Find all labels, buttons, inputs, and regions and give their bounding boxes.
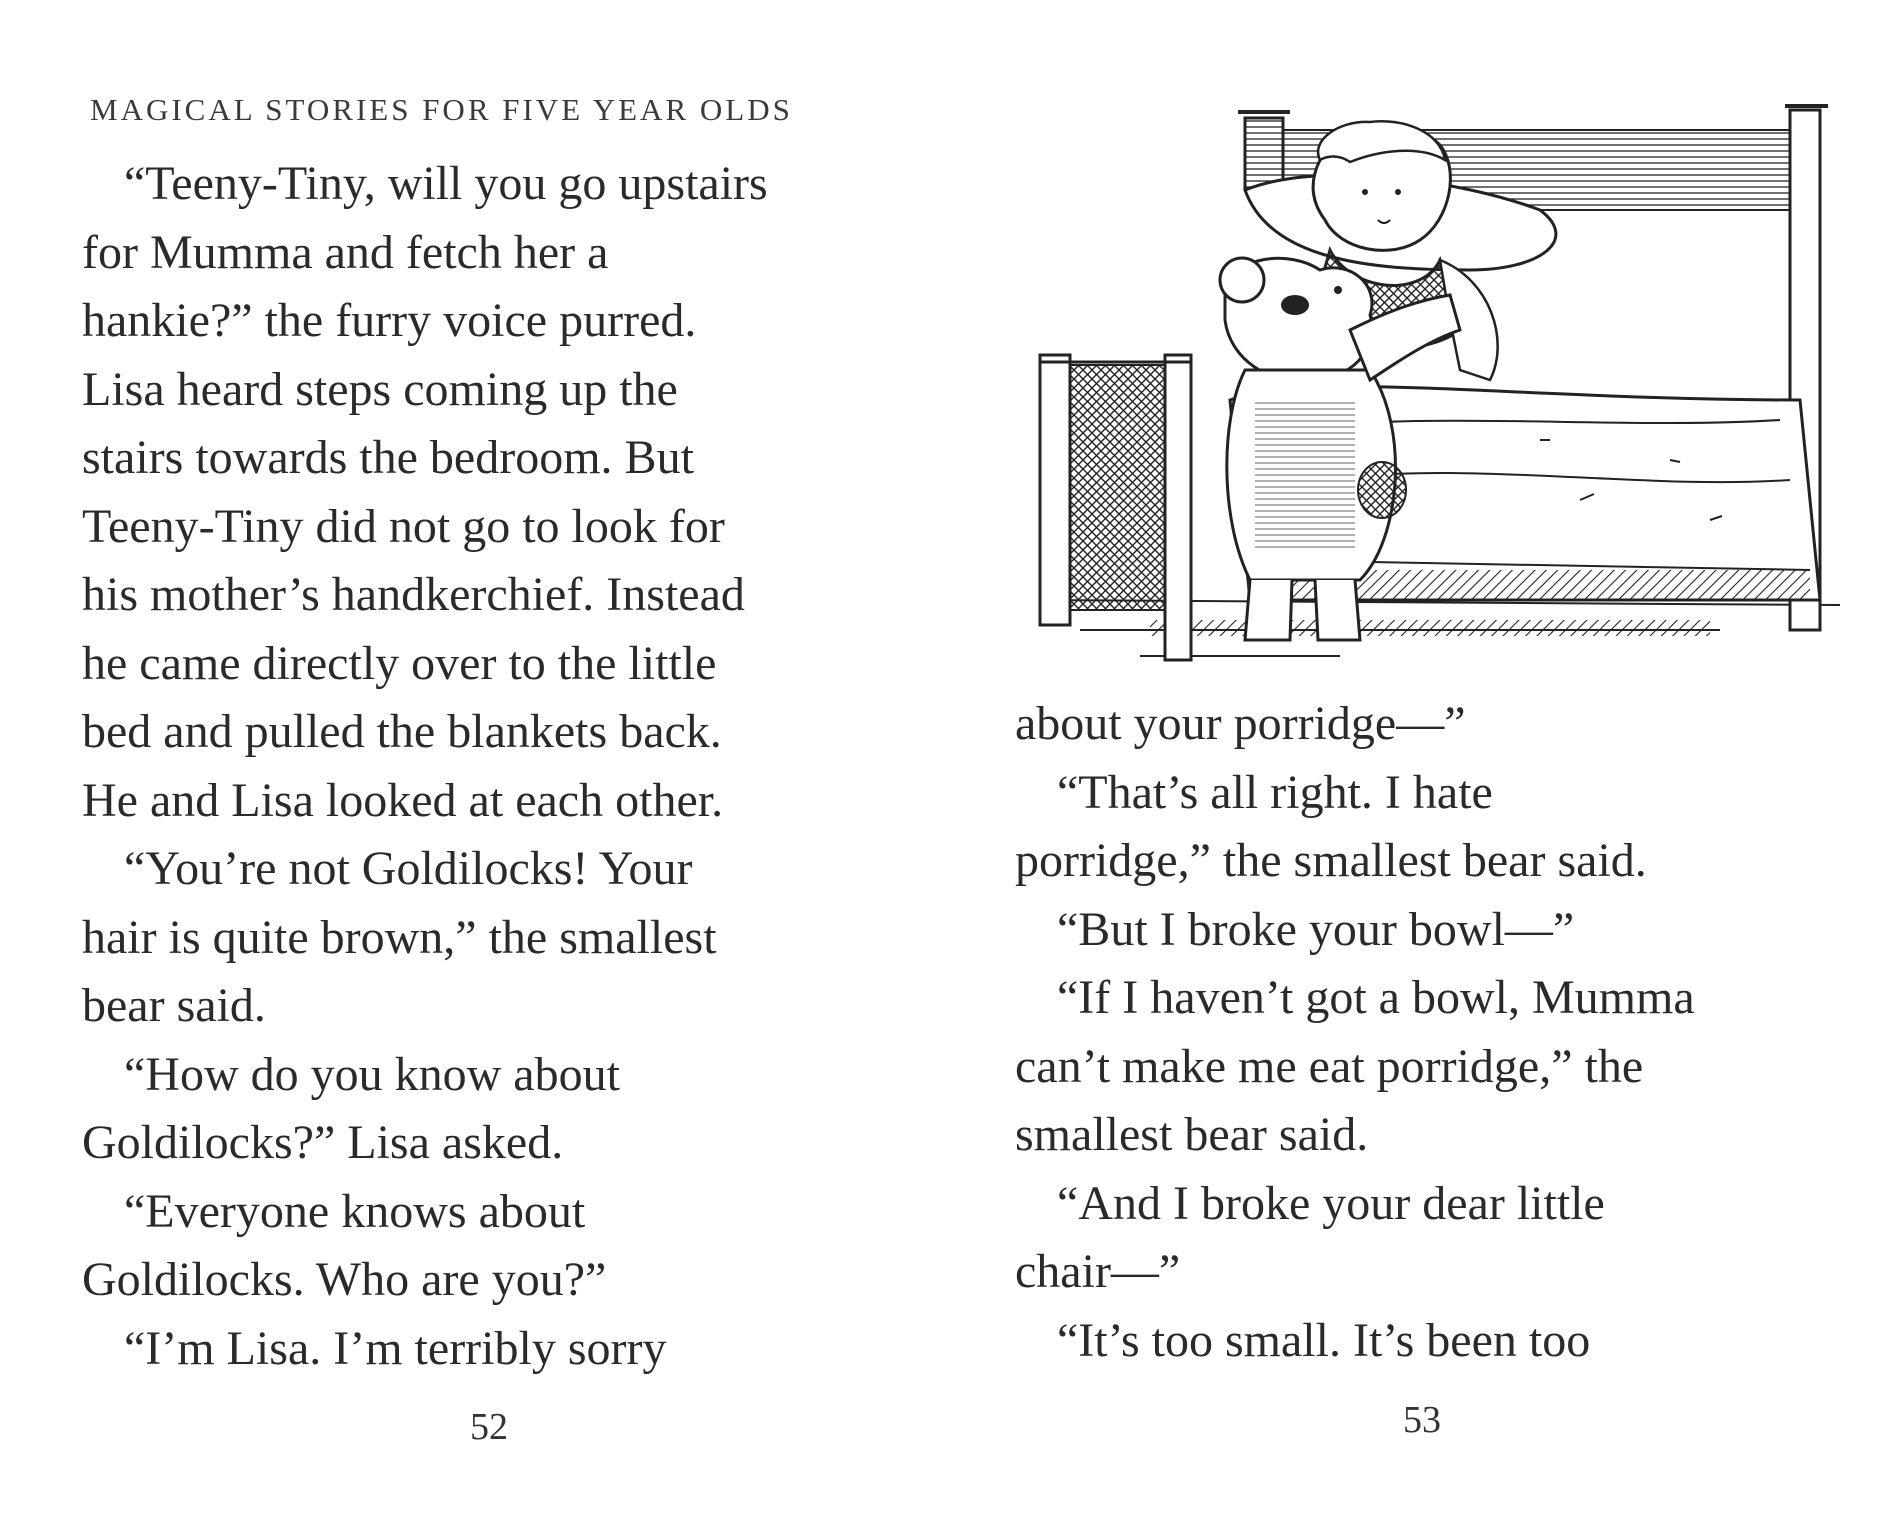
right-text-line: smallest bear said.	[1015, 1108, 1369, 1161]
right-page-text	[1015, 690, 1695, 1375]
right-text-line: chair—”	[1015, 1245, 1181, 1298]
left-text-line: for Mumma and fetch her a	[82, 225, 609, 279]
left-text-line: his mother’s handkerchief. Instead	[82, 568, 745, 621]
right-text-line: about your porridge—”	[1015, 697, 1466, 750]
left-text-line: “Everyone knows about	[124, 1184, 586, 1238]
left-text-line: he came directly over to the little	[82, 636, 717, 690]
left-text-line: Goldilocks. Who are you?”	[82, 1253, 607, 1306]
left-page-text	[82, 150, 768, 1383]
page-number-right: 53	[1403, 1399, 1441, 1441]
right-text-line: “It’s too small. It’s been too	[1057, 1313, 1591, 1367]
right-text-line: “That’s all right. I hate	[1057, 765, 1493, 819]
bear-and-girl-illustration	[1020, 100, 1860, 680]
left-text-line: “I’m Lisa. I’m terribly sorry	[124, 1321, 667, 1375]
right-text-line: porridge,” the smallest bear said.	[1015, 834, 1647, 887]
crib	[1040, 355, 1191, 660]
page-number-left: 52	[470, 1406, 508, 1448]
left-text-line: “How do you know about	[124, 1047, 620, 1101]
left-text-line: bed and pulled the blankets back.	[82, 705, 722, 758]
left-text-line: “Teeny-Tiny, will you go upstairs	[124, 157, 768, 210]
right-text-line: “And I broke your dear little	[1057, 1176, 1605, 1230]
left-text-line: bear said.	[82, 979, 266, 1032]
illustration-drawing	[1020, 100, 1860, 680]
running-head: MAGICAL STORIES FOR FIVE YEAR OLDS	[90, 92, 793, 127]
left-text-line: He and Lisa looked at each other.	[82, 773, 724, 827]
left-text-line: Teeny-Tiny did not go to look for	[82, 499, 725, 553]
right-text-line: “If I haven’t got a bowl, Mumma	[1057, 971, 1695, 1024]
left-text-line: hair is quite brown,” the smallest	[82, 910, 717, 964]
right-text-line: can’t make me eat porridge,” the	[1015, 1039, 1644, 1093]
left-text-line: hankie?” the furry voice purred.	[82, 294, 697, 347]
left-text-line: stairs towards the bedroom. But	[82, 431, 694, 484]
left-text-line: Lisa heard steps coming up the	[82, 362, 678, 416]
right-text-line: “But I broke your bowl—”	[1057, 902, 1575, 956]
left-text-line: Goldilocks?” Lisa asked.	[82, 1116, 564, 1169]
left-text-line: “You’re not Goldilocks! Your	[124, 842, 693, 895]
